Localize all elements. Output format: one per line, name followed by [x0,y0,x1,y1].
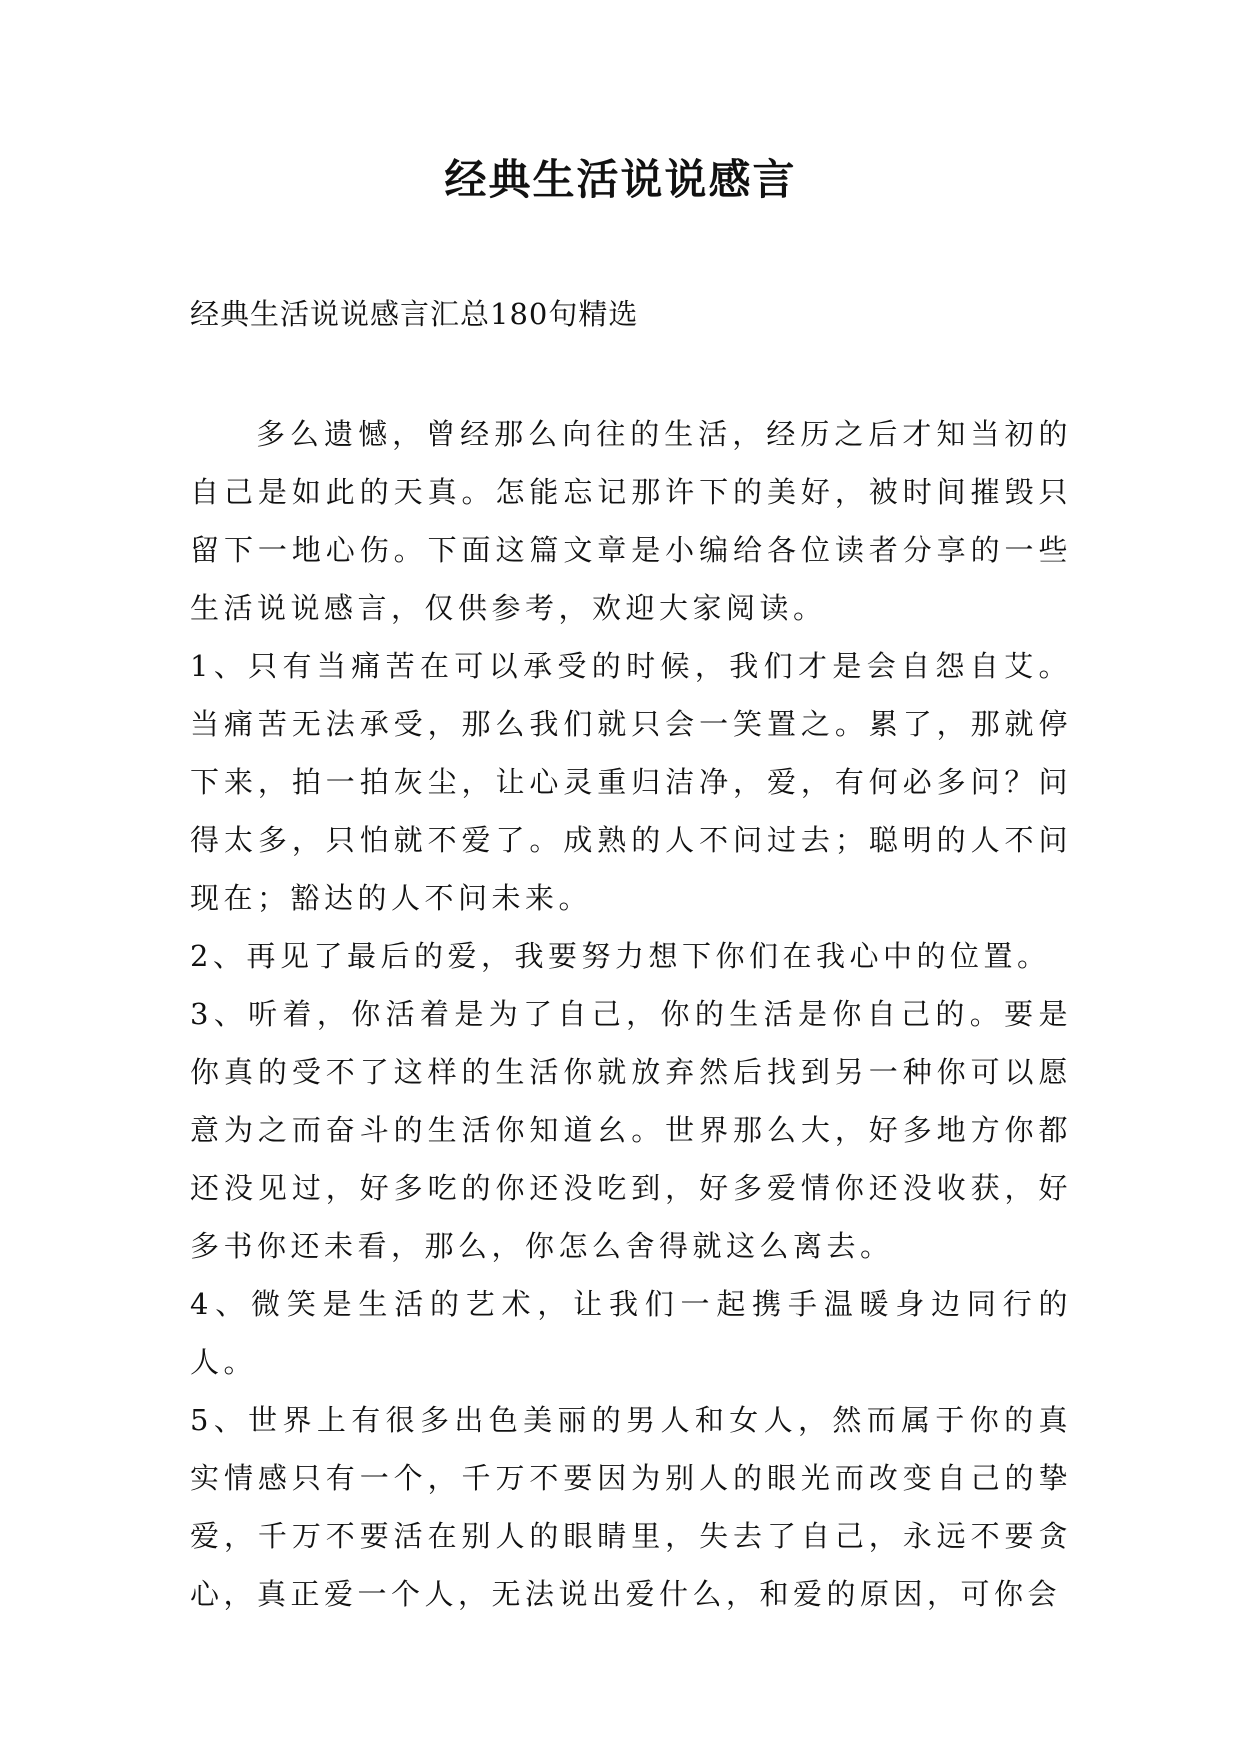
document-subtitle: 经典生活说说感言汇总180句精选 [190,297,639,331]
quote-paragraph-5: 5、世界上有很多出色美丽的男人和女人，然而属于你的真实情感只有一个，千万不要因为别人的眼光而改变自己的挚爱，千万不要活在别人的眼睛里，失去了自己，永远不要贪心，真正爱一个人，无法说出爱什么，和爱的原因，可你会 [190,1403,1072,1611]
intro-paragraph: 多么遗憾，曾经那么向往的生活，经历之后才知当初的自己是如此的天真。怎能忘记那许下的美好，被时间摧毁只留下一地心伤。下面这篇文章是小编给各位读者分享的一些生活说说感言，仅供参考，欢迎大家阅读。 [190,417,1072,625]
quote-paragraph-1: 1、只有当痛苦在可以承受的时候，我们才是会自怨自艾。当痛苦无法承受，那么我们就只会一笑置之。累了，那就停下来，拍一拍灰尘，让心灵重归洁净，爱，有何必多问？问得太多，只怕就不爱了。成熟的人不问过去；聪明的人不问现在；豁达的人不问未来。 [190,649,1072,915]
quote-paragraph-2: 2、再见了最后的爱，我要努力想下你们在我心中的位置。 [190,939,1051,973]
document-title: 经典生活说说感言 [444,155,797,204]
quote-paragraph-3: 3、听着，你活着是为了自己，你的生活是你自己的。要是你真的受不了这样的生活你就放弃然后找到另一种你可以愿意为之而奋斗的生活你知道幺。世界那么大，好多地方你都还没见过，好多吃的你还没吃到，好多爱情你还没收获，好多书你还未看，那么，你怎么舍得就这么离去。 [190,997,1072,1263]
document-body [190,405,1072,1623]
quote-paragraph-4: 4、微笑是生活的艺术，让我们一起携手温暖身边同行的人。 [190,1287,1072,1379]
